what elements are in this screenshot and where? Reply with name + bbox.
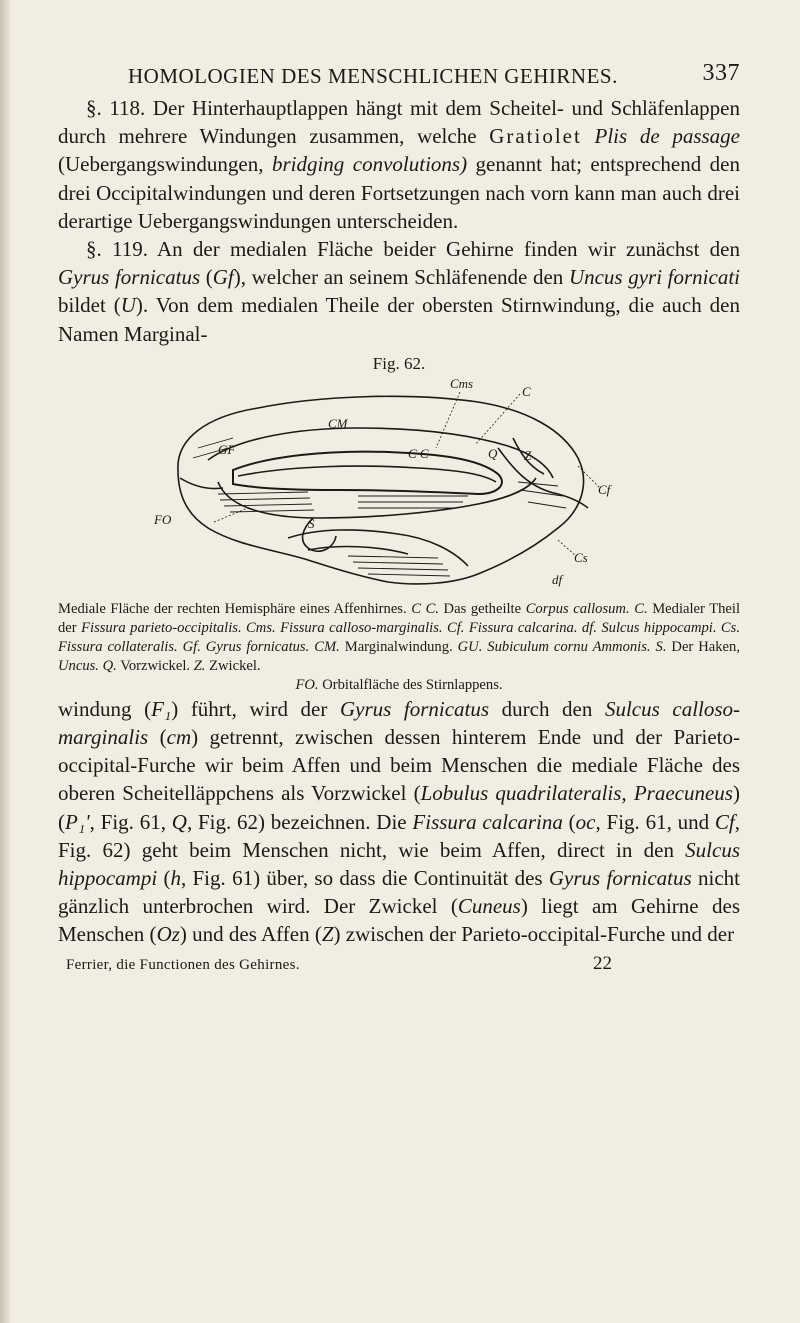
text-run: durch den <box>489 696 605 721</box>
italic-run: Q. <box>102 657 117 674</box>
label-s: S <box>308 515 315 531</box>
label-z: Z <box>524 447 532 463</box>
figure-label: Fig. 62. <box>372 353 426 373</box>
italic-run: P₁' <box>65 809 90 834</box>
italic-run: F₁ <box>151 696 172 721</box>
text-run: ) zwischen der Parieto-occipital-Furche und der <box>333 922 735 947</box>
leader-cms <box>436 392 460 448</box>
figure-caption <box>58 600 740 695</box>
text-run: , Fig. 62) bezeichnen. Die <box>186 809 413 834</box>
text-run: Das getheilte <box>438 600 526 617</box>
italic-run: FO. <box>295 676 319 693</box>
label-cms: Cms <box>450 377 474 391</box>
signature-number: 22 <box>593 952 612 974</box>
italic-run: Fissura parieto-occipitalis. Cms. Fissura calloso-marginalis. Cf. Fissura calcarina. df. Sulcus hippocampi. Cs. Fissura collateralis. Gf. Gyrus fornicatus. <box>58 619 740 655</box>
text-run: Orbitalfläche des Stirnlappens. <box>318 676 503 693</box>
text-run: nicht gänzlich unterbrochen wird. Der Zwickel ( <box>58 866 740 919</box>
hatching-shading <box>193 438 566 576</box>
italic-run: Oz <box>156 922 180 947</box>
italic-run: oc <box>575 809 596 834</box>
italic-run: Sulcus hippocampi <box>58 837 740 891</box>
running-header <box>58 60 740 94</box>
brain-illustration <box>58 378 740 588</box>
label-gf: GF <box>218 441 236 457</box>
italic-run: Plis de passage <box>594 124 741 149</box>
text-run: genannt hat; entsprechend den drei Occipitalwindungen und deren Fortsetzungen nach vorn kann man auch drei derartige Uebergangswindungen unterscheiden. <box>58 152 741 233</box>
label-fo: FO <box>154 511 172 527</box>
italic-run: Lobulus quadrilateralis, Praecuneus <box>420 781 733 806</box>
text-run: ( <box>562 809 576 834</box>
text-run: Vorzwickel. <box>116 657 194 674</box>
italic-run: C. <box>634 600 648 617</box>
italic-run: Q <box>171 809 187 834</box>
spaced-run: Gratiolet <box>489 124 582 149</box>
label-cs: Cs <box>574 549 588 565</box>
paragraph-119 <box>58 235 740 348</box>
text-run: §. 118. Der Hinterhauptlappen hängt mit dem Scheitel- und Schläfenlappen durch mehrere Windungen zusammen, welche <box>58 96 740 149</box>
text-run: ). Von dem medialen Theile der obersten Stirnwindung, die auch den Namen Marginal- <box>58 293 740 346</box>
label-cf: Cf <box>598 481 611 497</box>
text-run: , Fig. 62) geht beim Menschen nicht, wie beim Affen, direct in den <box>58 809 740 862</box>
text-run: windung ( <box>58 696 152 721</box>
page-number: 337 <box>702 60 740 86</box>
text-run: ) führt, wird der <box>171 696 340 721</box>
italic-run: Gyrus fornicatus <box>339 696 490 721</box>
running-title: HOMOLOGIEN DES MENSCHLICHEN GEHIRNES. <box>128 64 618 88</box>
text-run: ), welcher an seinem Schläfenende den <box>233 265 569 290</box>
text-run: Der Haken, <box>666 638 740 655</box>
label-df: df <box>552 571 563 587</box>
text-run: Mediale Fläche der rechten Hemisphäre eines Affenhirnes. <box>58 600 412 617</box>
text-run: , Fig. 61, und <box>595 809 715 834</box>
italic-run: Sulcus calloso-marginalis <box>58 696 741 750</box>
italic-run: GU. Subiculum cornu Ammonis. <box>457 638 651 655</box>
italic-run: U <box>120 293 136 318</box>
text-run: bildet ( <box>58 293 121 318</box>
text-run: ) und des Affen ( <box>179 922 322 947</box>
calcarine-fissure <box>498 448 588 508</box>
text-run: Medialer Theil der <box>58 600 741 636</box>
text-run <box>582 124 595 148</box>
italic-run: Z <box>321 922 334 947</box>
text-run: ( <box>200 265 213 290</box>
text-run: ) getrennt, zwischen dessen hinterem Ende und der Parieto-occipital-Furche wir beim Affen und beim Menschen die mediale Fläche des oberen Scheitelläppchens als Vorzwickel ( <box>58 725 740 806</box>
italic-run: Uncus gyri fornicati <box>568 265 741 290</box>
text-run: Marginalwindung. <box>339 638 458 655</box>
leader-fo <box>214 508 248 522</box>
leader-c <box>476 394 520 444</box>
text-run: ) ( <box>58 781 740 834</box>
italic-run: CM. <box>314 638 340 655</box>
label-q: Q <box>488 445 498 461</box>
italic-run: Gf <box>212 265 234 290</box>
italic-run: h <box>170 866 181 891</box>
caption-last-line <box>58 676 740 695</box>
paragraph-continued <box>58 695 740 949</box>
italic-run: Gyrus fornicatus <box>58 265 201 290</box>
text-run: ( <box>157 866 171 891</box>
italic-run: Gyrus fornicatus <box>548 866 692 891</box>
text-run: ( <box>148 725 167 750</box>
text-run: , Fig. 61, <box>89 809 172 834</box>
paragraph-118 <box>58 94 740 235</box>
leader-cf <box>578 466 600 488</box>
book-page <box>58 60 740 979</box>
italic-run: S. <box>655 638 667 655</box>
label-cc: C C <box>408 445 429 461</box>
italic-run: Z. <box>193 657 206 674</box>
italic-run: bridging convolutions) <box>271 152 468 177</box>
italic-run: Uncus. <box>58 657 99 674</box>
italic-run: Cf <box>714 809 735 834</box>
label-cm: CM <box>328 415 348 431</box>
text-run: Zwickel. <box>205 657 261 674</box>
italic-run: cm <box>166 725 192 750</box>
page-footer <box>58 953 740 979</box>
italic-run: Fissura calcarina <box>412 809 563 834</box>
label-c: C <box>522 383 531 399</box>
text-run: (Uebergangswindungen, <box>58 152 272 177</box>
text-run: §. 119. An der medialen Fläche beider Gehirne finden wir zunächst den <box>86 237 740 262</box>
italic-run: Cuneus <box>457 894 521 919</box>
gyrus-fornicatus <box>218 478 536 518</box>
binding-edge <box>0 0 10 1323</box>
italic-run: C C. <box>411 600 439 617</box>
signature-line: Ferrier, die Functionen des Gehirnes. <box>66 956 300 973</box>
italic-run: Corpus callosum. <box>525 600 630 617</box>
text-run: ) liegt am Gehirne des Menschen ( <box>58 894 740 947</box>
text-run: , Fig. 61) über, so dass die Continuität des <box>180 866 549 891</box>
figure-62-brain-drawing <box>58 378 740 588</box>
